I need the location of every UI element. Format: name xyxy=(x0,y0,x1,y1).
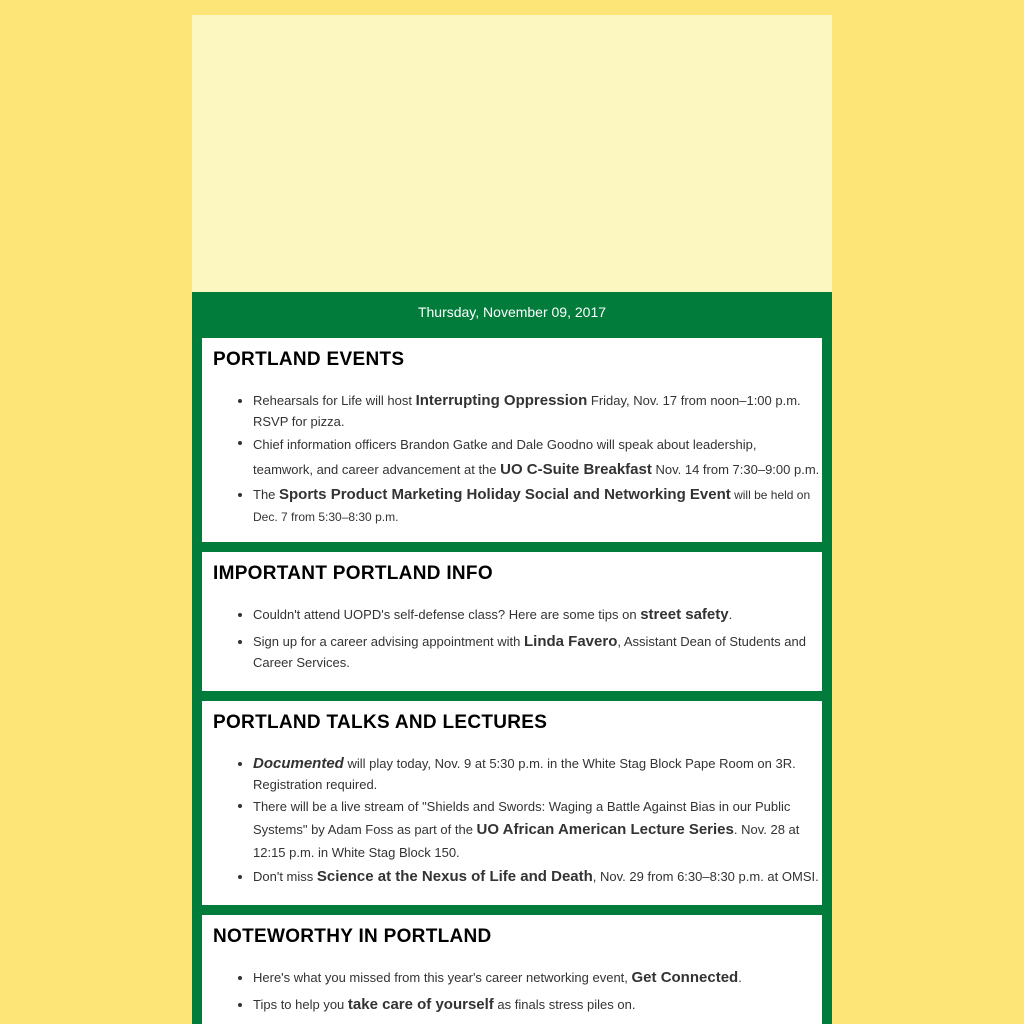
item-text: Don't miss xyxy=(253,869,317,884)
section-talks-lectures xyxy=(202,701,822,905)
item-text: Tips to help you xyxy=(253,997,348,1012)
item-text: There will be a live stream of "Shields and Swords: Waging a Battle Against Bias in our Public Systems" by Adam Foss as part of the xyxy=(253,799,791,837)
list-item xyxy=(253,795,822,864)
item-text: , Nov. 29 from 6:30–8:30 p.m. at OMSI. xyxy=(592,869,819,884)
section-portland-events xyxy=(202,338,822,542)
item-text: will be held on Dec. 7 from 5:30–8:30 p.m. xyxy=(253,488,811,524)
section-title: IMPORTANT PORTLAND INFO xyxy=(213,563,493,584)
item-text: as finals stress piles on. xyxy=(493,997,636,1012)
info-link[interactable]: Linda Favero xyxy=(524,633,618,650)
section-title: NOTEWORTHY IN PORTLAND xyxy=(213,926,492,947)
newsletter-container xyxy=(192,15,832,1024)
section-noteworthy xyxy=(202,915,822,1024)
event-link[interactable]: UO C-Suite Breakfast xyxy=(500,461,652,478)
content-area xyxy=(192,292,832,1024)
lecture-link[interactable]: Documented xyxy=(253,755,344,772)
item-text: Couldn't attend UOPD's self-defense class? Here are some tips on xyxy=(253,607,641,622)
item-text: Nov. 14 from 7:30–9:00 p.m. xyxy=(651,462,820,477)
noteworthy-link[interactable]: take care of yourself xyxy=(347,996,494,1013)
item-text: Chief information officers Brandon Gatke and Dale Goodno will speak about leadership, teamwork, and career advancement at the xyxy=(253,437,757,477)
item-text: , Assistant Dean of Students and Career Services. xyxy=(253,634,806,670)
item-text: . Nov. 28 at 12:15 p.m. in White Stag Block 150. xyxy=(253,822,800,860)
list-item xyxy=(253,994,822,1015)
item-text: Here's what you missed from this year's career networking event, xyxy=(253,970,632,985)
list-item xyxy=(253,484,822,528)
section-title: PORTLAND EVENTS xyxy=(213,349,405,370)
item-list xyxy=(202,390,822,528)
section-important-info xyxy=(202,552,822,691)
list-item xyxy=(253,390,822,432)
list-item xyxy=(253,967,822,988)
newsletter-date: Thursday, November 09, 2017 xyxy=(417,304,607,320)
noteworthy-link[interactable]: Get Connected xyxy=(631,969,739,986)
event-link[interactable]: Sports Product Marketing Holiday Social and Networking Event xyxy=(279,486,731,503)
item-text: will play today, Nov. 9 at 5:30 p.m. in the White Stag Block Pape Room on 3R. Registration required. xyxy=(253,756,796,792)
lecture-link[interactable]: UO African American Lecture Series xyxy=(476,821,734,838)
item-text: The xyxy=(253,487,280,502)
lecture-link[interactable]: Science at the Nexus of Life and Death xyxy=(316,868,593,885)
item-text: Friday, Nov. 17 from noon–1:00 p.m. RSVP for pizza. xyxy=(253,393,801,429)
header-banner-image xyxy=(192,15,832,292)
list-item xyxy=(253,432,822,482)
section-title: PORTLAND TALKS AND LECTURES xyxy=(213,712,548,733)
item-list xyxy=(202,967,822,1015)
item-list xyxy=(202,753,822,887)
item-text: Rehearsals for Life will host xyxy=(253,393,416,408)
item-list xyxy=(202,604,822,673)
list-item xyxy=(253,753,822,795)
item-text: Sign up for a career advising appointment with xyxy=(253,634,524,649)
info-link[interactable]: street safety xyxy=(640,606,729,623)
list-item xyxy=(253,604,822,625)
list-item xyxy=(253,866,822,887)
item-text: . xyxy=(728,607,733,622)
list-item xyxy=(253,631,822,673)
event-link[interactable]: Interrupting Oppression xyxy=(415,392,588,409)
item-text: . xyxy=(738,970,742,985)
